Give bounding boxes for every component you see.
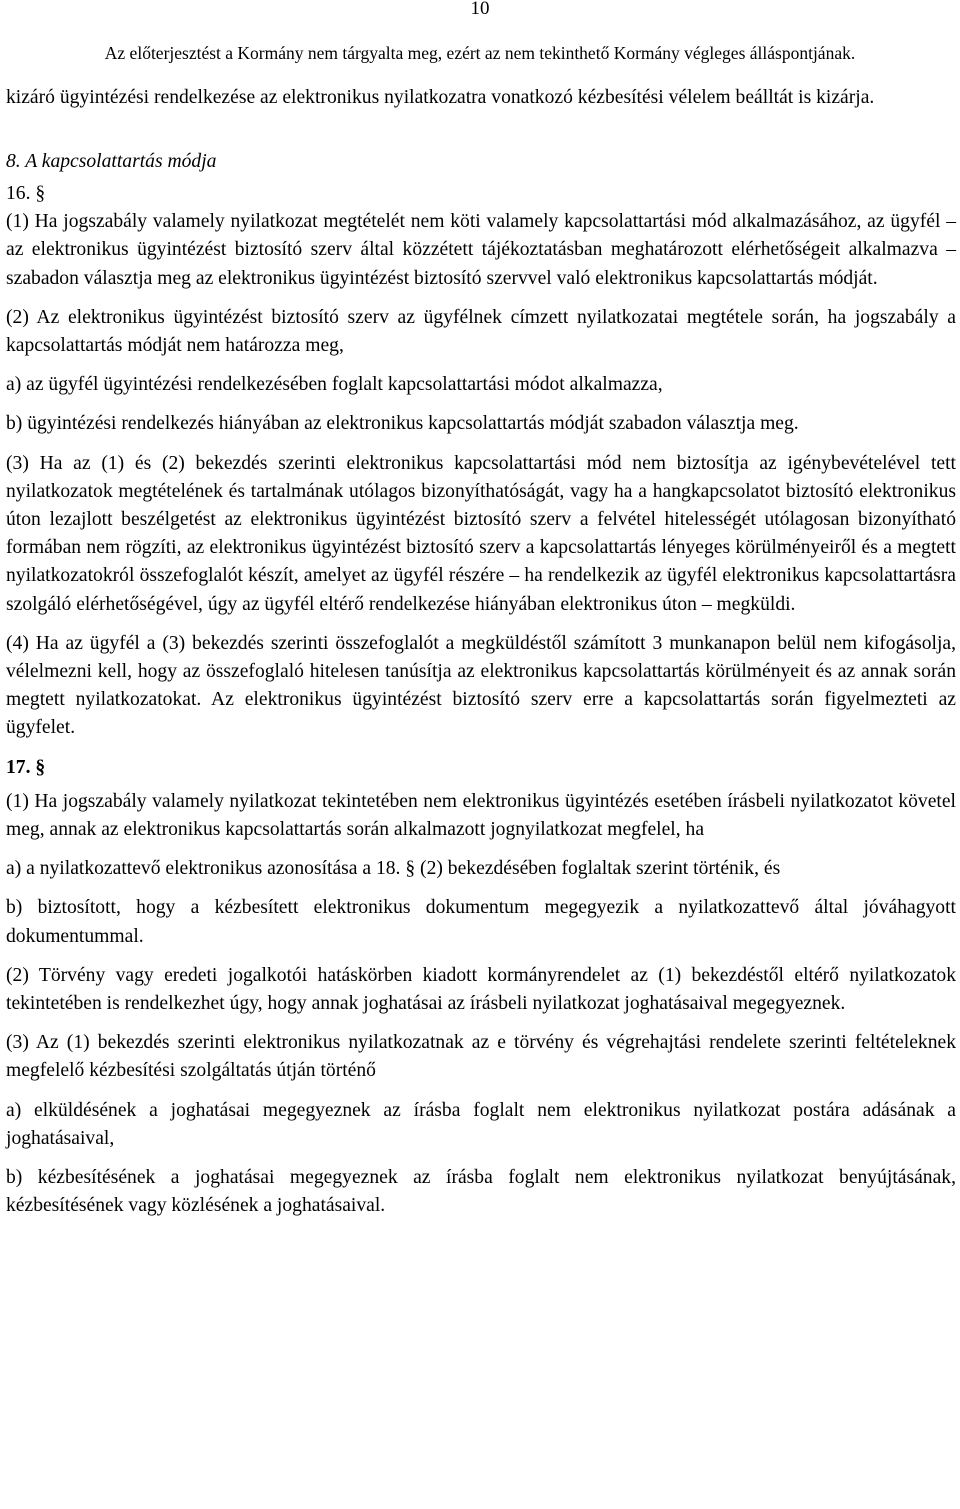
page-number: 10 <box>470 0 490 19</box>
section-17-point-b: b) biztosított, hogy a kézbesített elektronikus dokumentum megegyezik a nyilatkozattevő által jóváhagyott dokumentummal. <box>6 897 956 947</box>
intro-paragraph: kizáró ügyintézési rendelkezése az elektronikus nyilatkozatra vonatkozó kézbesítési vélelem beálltát is kizárja. <box>6 87 875 108</box>
section-17-paragraph-2: (2) Törvény vagy eredeti jogalkotói hatáskörben kiadott kormányrendelet az (1) bekezdéstől eltérő nyilatkozatok tekintetében is rendelkezhet úgy, hogy annak joghatásai az írásbeli nyilatkozat joghatásaival megegyeznek. <box>6 964 956 1015</box>
section-16-paragraph-4: (4) Ha az ügyfél a (3) bekezdés szerinti összefoglalót a megküldéstől számított 3 munkanapon belül nem kifogásolja, vélelmezni kell, hogy az összefoglaló hitelesen tanúsítja az elektronikus kapcsolattartás körülményeit és az annak során megtett nyilatkozatokat. Az elektronikus ügyintézést biztosító szerv erre a kapcsolattartás során figyelmezteti az ügyfelet. <box>6 632 956 739</box>
section-16-paragraph-2: (2) Az elektronikus ügyintézést biztosító szerv az ügyfélnek címzett nyilatkozatai megtétele során, ha jogszabály a kapcsolattartás módját nem határozza meg, <box>6 306 956 357</box>
section-17-paragraph-3: (3) Az (1) bekezdés szerinti elektronikus nyilatkozatnak az e törvény és végrehajtási rendelete szerinti feltételeknek megfelelő kézbesítési szolgáltatás útján történő <box>6 1032 956 1082</box>
section-16-point-b: b) ügyintézési rendelkezés hiányában az elektronikus kapcsolattartás módját szabadon választja meg. <box>6 413 799 435</box>
section-16-paragraph-1: (1) Ha jogszabály valamely nyilatkozat megtételét nem köti valamely kapcsolattartási mód alkalmazásához, az ügyfél – az elektronikus ügyintézést biztosító szerv által közzétett tájékoztatásban meghatározott elérhetőségeit alkalmazva – szabadon választja meg az elektronikus ügyintézést biztosító szervvel való elektronikus kapcsolattartás módját. <box>6 211 956 289</box>
section-17-paragraph-1: (1) Ha jogszabály valamely nyilatkozat tekintetében nem elektronikus ügyintézés esetében írásbeli nyilatkozatot követel meg, annak az elektronikus kapcsolattartás során alkalmazott jognyilatkozat megfelel, ha <box>6 790 956 841</box>
section-17-title: 17. § <box>6 756 46 778</box>
section-17-point-a: a) a nyilatkozattevő elektronikus azonosítása a 18. § (2) bekezdésében foglaltak szerint történik, és <box>6 858 781 880</box>
section-17-point-3b: b) kézbesítésének a joghatásai megegyeznek az írásba foglalt nem elektronikus nyilatkozat benyújtásának, kézbesítésének vagy közlésének a joghatásaival. <box>6 1167 956 1217</box>
section-16-point-a: a) az ügyfél ügyintézési rendelkezésében foglalt kapcsolattartási módot alkalmazza, <box>6 374 663 396</box>
chapter-heading: 8. A kapcsolattartás módja <box>6 151 217 173</box>
draft-notice: Az előterjesztést a Kormány nem tárgyalta meg, ezért az nem tekinthető Kormány végleges álláspontjának. <box>104 43 856 63</box>
section-17-point-3a: a) elküldésének a joghatásai megegyeznek az írásba foglalt nem elektronikus nyilatkozat postára adásának a joghatásaival, <box>6 1099 956 1149</box>
section-16-title: 16. § <box>6 183 46 205</box>
section-16-paragraph-3: (3) Ha az (1) és (2) bekezdés szerinti elektronikus kapcsolattartási mód nem biztosítja az igénybevételével tett nyilatkozatok megtételének és tartalmának utólagos bizonyíthatóságát, vagy ha a hangkapcsolatot biztosító elektronikus úton lezajlott beszélgetést az elektronikus ügyintézést biztosító szerv a felvétel hitelességét utólagosan bizonyítható formában nem rögzíti, az elektronikus ügyintézést biztosító szerv a kapcsolattartás lényeges körülményeiről és a megtett nyilatkozatokról összefoglalót készít, amelyet az ügyfél részére – ha rendelkezik az ügyfél elektronikus kapcsolattartásra szolgáló elérhetőségével, úgy az ügyfél eltérő rendelkezése hiányában elektronikus úton – megküldi. <box>6 452 956 615</box>
document-body <box>6 84 956 1221</box>
